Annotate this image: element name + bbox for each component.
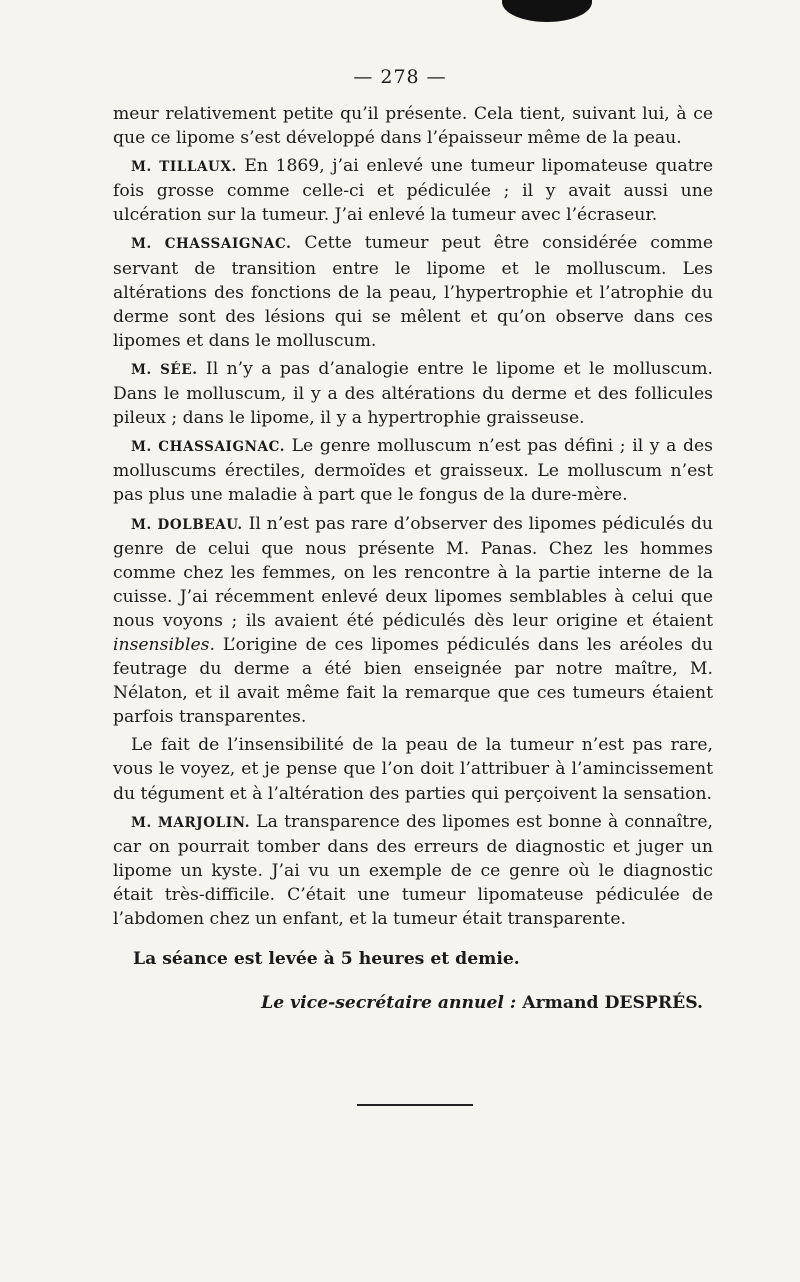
paragraph-text: Il n’y a pas d’analogie entre le lipome et le molluscum. Dans le molluscum, il y a des altérations du derme et des follicules pileux ; dans le lipome, il y a hypertrophie graisseuse. (113, 358, 713, 429)
closing-line: La séance est levée à 5 heures et demie. (133, 949, 520, 970)
paragraph (113, 733, 713, 805)
divider-rule (357, 1104, 473, 1106)
signature-name: Armand DESPRÉS. (522, 993, 703, 1014)
signature-role: Le vice-secrétaire annuel : (261, 993, 517, 1014)
speaker-name: M. DOLBEAU. (131, 516, 243, 533)
paragraph-text: Il n’est pas rare d’observer des lipomes pédiculés du genre de celui que nous présente M. Panas. Chez les hommes comme chez les femmes, on les rencontre à la partie interne de la cuisse. J’ai récemment enlevé deux lipomes semblables à celui que nous voyons ; ils avaient été pédiculés dès leur origine et étaient (113, 513, 713, 631)
emphasis-text: insensibles (113, 634, 210, 655)
ink-stain (502, 0, 592, 22)
paragraph (113, 810, 713, 931)
speaker-name: M. CHASSAIGNAC. (131, 439, 286, 456)
page-number: — 278 — (353, 66, 447, 88)
paragraph (113, 357, 713, 430)
paragraph-text-continued: . L’origine de ces lipomes pédiculés dans les aréoles du feutrage du derme a été bien enseignée par notre maître, M. Nélaton, et il avait même fait la remarque que ces tumeurs étaient parfois transparentes. (113, 634, 713, 728)
speaker-name: M. CHASSAIGNAC. (131, 236, 292, 253)
paragraph (113, 434, 713, 507)
speaker-name: M. TILLAUX. (131, 159, 237, 176)
paragraph (113, 154, 713, 227)
signature-line (113, 991, 713, 1015)
paragraph-text: La transparence des lipomes est bonne à connaître, car on pourrait tomber dans des erreurs de diagnostic et juger un lipome un kyste. J’ai vu un exemple de ce genre où le diagnostic était très-difficile. C’était une tumeur lipomateuse pédiculée de l’abdomen chez un enfant, et la tumeur était transparente. (113, 811, 714, 929)
speaker-name: M. SÉE. (131, 361, 198, 378)
paragraph-text: Le fait de l’insensibilité de la peau de la tumeur n’est pas rare, vous le voyez, et je pense que l’on doit l’attribuer à l’amincissement du tégument et à l’altération des parties qui perçoivent la sensation. (113, 735, 713, 804)
speaker-name: M. MARJOLIN. (131, 814, 251, 831)
paragraph (113, 102, 713, 150)
paragraph (113, 231, 713, 352)
paragraph (113, 512, 713, 730)
paragraph-text: meur relativement petite qu’il présente. Cela tient, suivant lui, à ce que ce lipome s’est développé dans l’épaisseur même de la peau. (113, 104, 713, 149)
paragraph-text: Cette tumeur peut être considérée comme servant de transition entre le lipome et le molluscum. Les altérations des fonctions de la peau, l’hypertrophie et l’atrophie du derme sont des lésions qui se mêlent et qu’on observe dans ces lipomes et dans le molluscum. (113, 233, 714, 351)
paragraph-text: Le genre molluscum n’est pas défini ; il y a des molluscums érectiles, dermoïdes et graisseux. Le molluscum n’est pas plus une maladie à part que le fongus de la dure-mère. (113, 436, 713, 506)
paragraph-text: En 1869, j’ai enlevé une tumeur lipomateuse quatre fois grosse comme celle-ci et pédiculée ; il y avait aussi une ulcération sur la tumeur. J’ai enlevé la tumeur avec l’écraseur. (113, 156, 713, 226)
body-text (113, 102, 713, 1015)
